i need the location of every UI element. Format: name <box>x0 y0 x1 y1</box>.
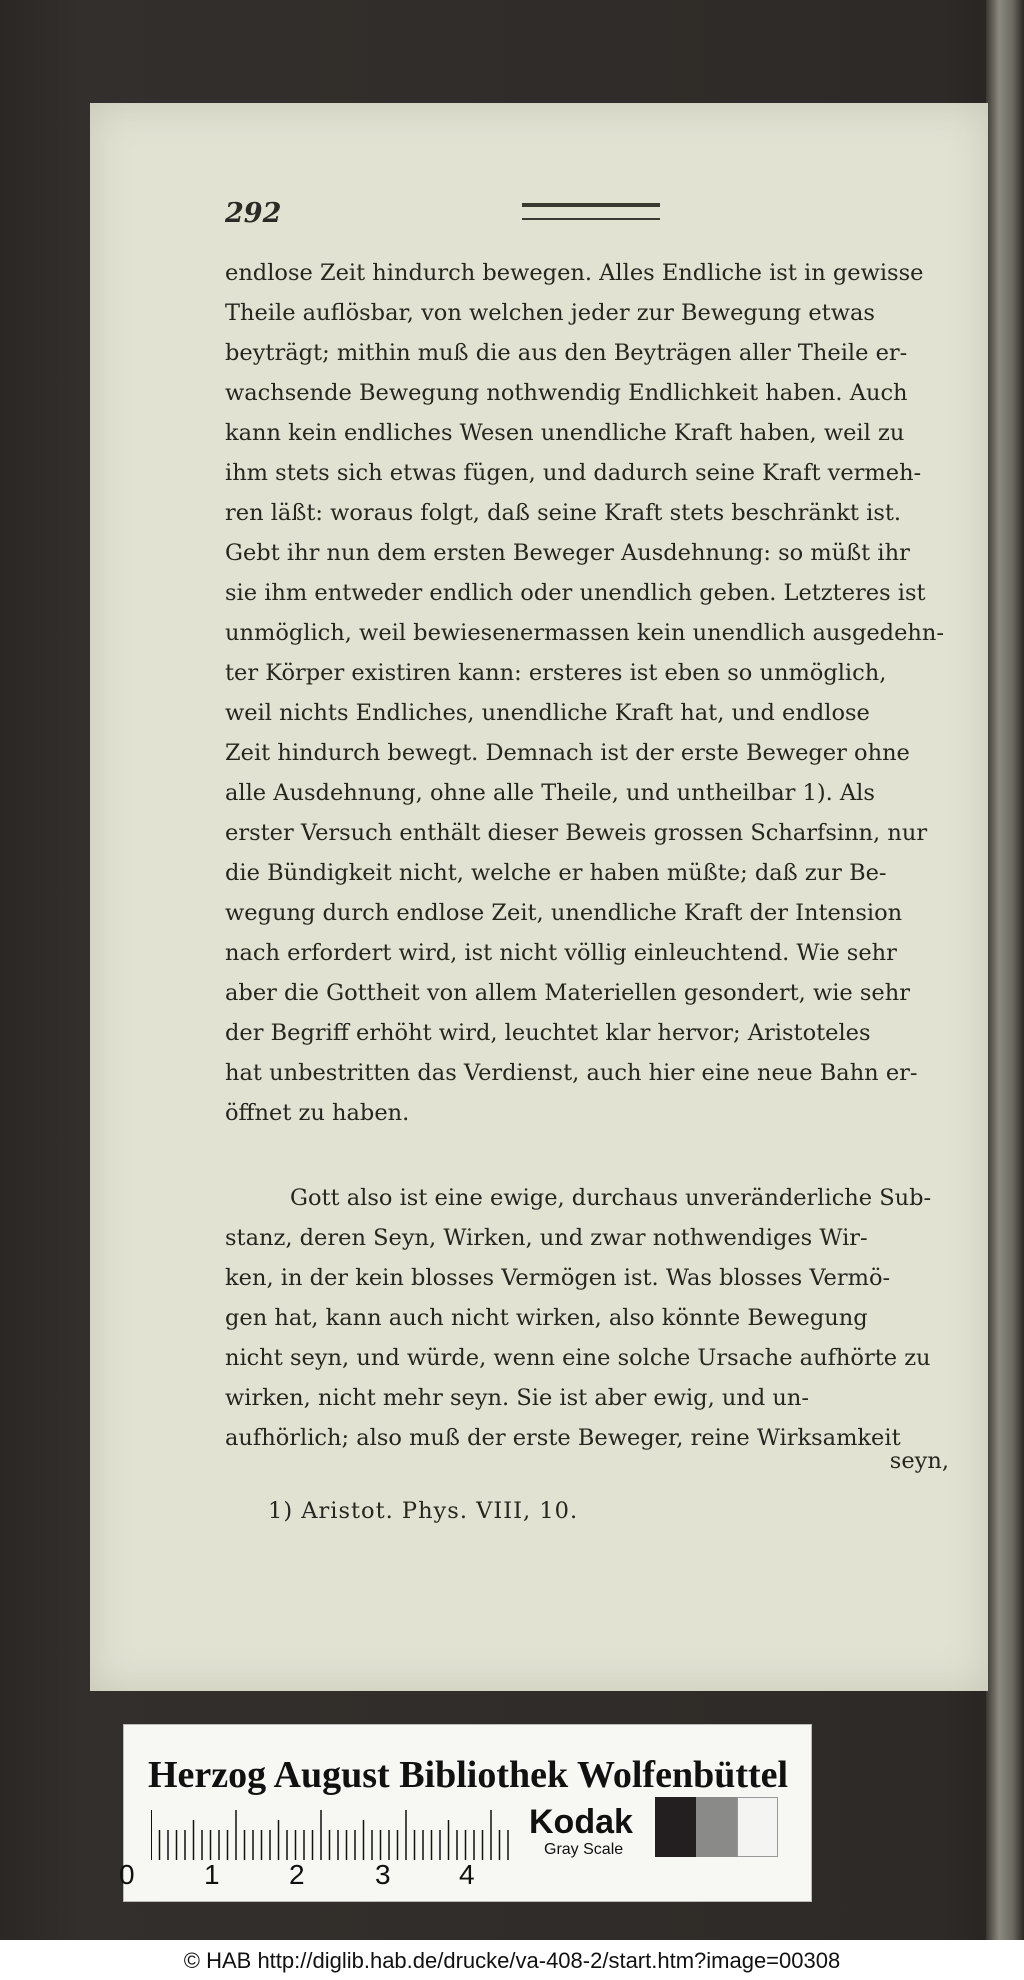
text-line: öffnet zu haben. <box>225 1100 410 1126</box>
ruler-digit: 3 <box>375 1859 391 1890</box>
text-line: ren läßt: woraus folgt, daß seine Kraft stets beschränkt ist. <box>225 500 902 526</box>
ruler-digit: 0 <box>119 1859 135 1890</box>
text-line: stanz, deren Seyn, Wirken, und zwar nothwendiges Wir- <box>225 1225 868 1251</box>
text-line: Theile auflösbar, von welchen jeder zur Bewegung etwas <box>225 300 875 326</box>
library-name: Herzog August Bibliothek Wolfenbüttel <box>148 1754 789 1796</box>
book-page <box>90 103 988 1691</box>
gray-scale-label: Gray Scale <box>544 1841 624 1858</box>
text-line: wachsende Bewegung nothwendig Endlichkeit haben. Auch <box>225 380 908 406</box>
gray-swatch-light <box>737 1797 778 1857</box>
body-paragraph-1 <box>225 253 950 1133</box>
ruler-digit: 4 <box>459 1859 475 1890</box>
text-line: ter Körper existiren kann: ersteres ist eben so unmöglich, <box>225 660 887 686</box>
text-line: aufhörlich; also muß der erste Beweger, reine Wirksamkeit <box>225 1425 901 1451</box>
page-number: 292 <box>225 198 282 229</box>
text-line: nicht seyn, und würde, wenn eine solche Ursache aufhörte zu <box>225 1345 931 1371</box>
gray-swatch-dark <box>655 1797 696 1857</box>
text-line: sie ihm entweder endlich oder unendlich geben. Letzteres ist <box>225 580 926 606</box>
text-line: die Bündigkeit nicht, welche er haben müßte; daß zur Be- <box>225 860 887 886</box>
text-line: alle Ausdehnung, ohne alle Theile, und untheilbar 1). Als <box>225 780 875 806</box>
book-spine-edge <box>986 0 1024 1940</box>
gray-swatch-mid <box>696 1797 737 1857</box>
text-line: ihm stets sich etwas fügen, und dadurch seine Kraft vermeh- <box>225 460 922 486</box>
text-line: hat unbestritten das Verdienst, auch hier eine neue Bahn er- <box>225 1060 918 1086</box>
header-rule <box>522 203 660 220</box>
text-line: Gebt ihr nun dem ersten Beweger Ausdehnung: so müßt ihr <box>225 540 910 566</box>
text-line: Gott also ist eine ewige, durchaus unveränderliche Sub- <box>290 1185 932 1211</box>
text-line: wirken, nicht mehr seyn. Sie ist aber ewig, und un- <box>225 1385 810 1411</box>
text-line: ken, in der kein blosses Vermögen ist. Was blosses Vermö- <box>225 1265 891 1291</box>
text-line: Zeit hindurch bewegt. Demnach ist der erste Beweger ohne <box>225 740 910 766</box>
text-line: der Begriff erhöht wird, leuchtet klar hervor; Aristoteles <box>225 1020 871 1046</box>
text-line: wegung durch endlose Zeit, unendliche Kraft der Intension <box>225 900 903 926</box>
text-line: erster Versuch enthält dieser Beweis grossen Scharfsinn, nur <box>225 820 928 846</box>
footnote: 1) Aristot. Phys. VIII, 10. <box>268 1498 579 1524</box>
library-color-target-card <box>119 1724 812 1902</box>
text-line: unmöglich, weil bewiesenermassen kein unendlich ausgedehn- <box>225 620 944 646</box>
text-line: endlose Zeit hindurch bewegen. Alles Endliche ist in gewisse <box>225 260 924 286</box>
text-line: gen hat, kann auch nicht wirken, also könnte Bewegung <box>225 1305 868 1331</box>
ruler-scale <box>151 1810 513 1860</box>
copyright-url: © HAB http://diglib.hab.de/drucke/va-408-2/start.htm?image=00308 <box>183 1948 841 1973</box>
text-line: kann kein endliches Wesen unendliche Kraft haben, weil zu <box>225 420 905 446</box>
ruler-digit: 1 <box>204 1859 220 1890</box>
ruler-digit: 2 <box>289 1859 305 1890</box>
kodak-logo-text: Kodak <box>529 1803 633 1841</box>
text-line: nach erfordert wird, ist nicht völlig einleuchtend. Wie sehr <box>225 940 897 966</box>
text-line: aber die Gottheit von allem Materiellen gesondert, wie sehr <box>225 980 910 1006</box>
catchword: seyn, <box>889 1448 949 1474</box>
footer-bar <box>0 1940 1024 1980</box>
body-paragraph-2 <box>225 1178 950 1458</box>
text-line: weil nichts Endliches, unendliche Kraft hat, und endlose <box>225 700 870 726</box>
text-line: beyträgt; mithin muß die aus den Beyträgen aller Theile er- <box>225 340 908 366</box>
